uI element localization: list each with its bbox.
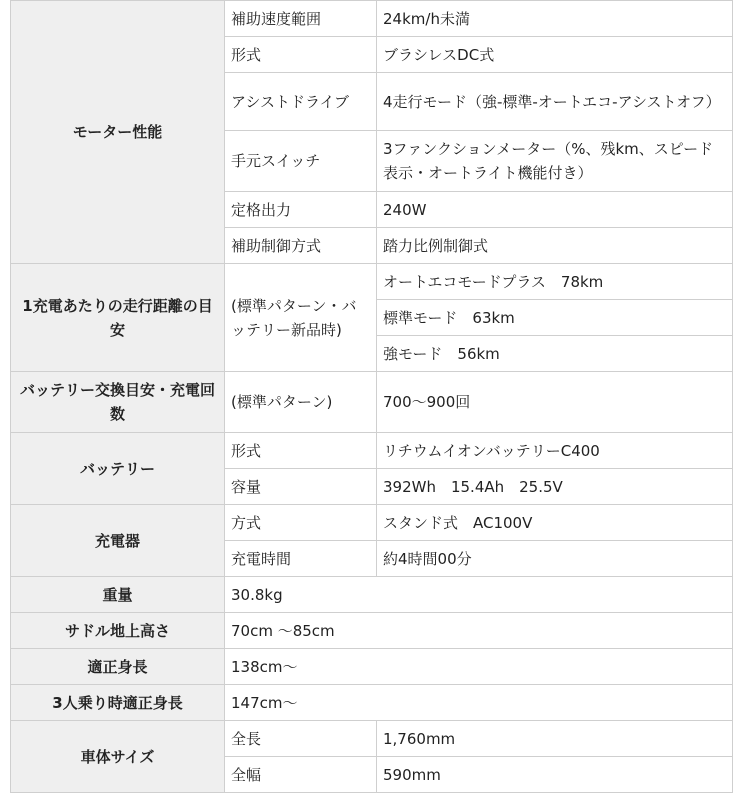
row-header-motor: モーター性能 [11, 1, 225, 264]
row-header-range: 1充電あたりの走行距離の目安 [11, 264, 225, 372]
table-row [11, 1, 733, 37]
cell-value: スタンド式 AC100V [377, 505, 733, 541]
cell-label: (標準パターン) [225, 372, 377, 433]
cell-label: 定格出力 [225, 192, 377, 228]
row-header-weight: 重量 [11, 577, 225, 613]
cell-value: 3ファンクションメーター（%、残km、スピード表示・オートライト機能付き） [377, 131, 733, 192]
cell-value: 147cm〜 [225, 685, 733, 721]
cell-label: 全長 [225, 721, 377, 757]
cell-value: リチウムイオンバッテリーC400 [377, 433, 733, 469]
cell-value: 24km/h未満 [377, 1, 733, 37]
table-row [11, 505, 733, 541]
cell-value: 標準モード 63km [377, 300, 733, 336]
table-row [11, 264, 733, 300]
cell-value: オートエコモードプラス 78km [377, 264, 733, 300]
cell-label: 方式 [225, 505, 377, 541]
cell-label: 手元スイッチ [225, 131, 377, 192]
row-header-body-size: 車体サイズ [11, 721, 225, 793]
table-row [11, 649, 733, 685]
cell-value: 392Wh 15.4Ah 25.5V [377, 469, 733, 505]
table-row [11, 685, 733, 721]
row-header-height-3-riders: 3人乗り時適正身長 [11, 685, 225, 721]
cell-value: 踏力比例制御式 [377, 228, 733, 264]
cell-label: (標準パターン・バッテリー新品時) [225, 264, 377, 372]
cell-label: 形式 [225, 37, 377, 73]
cell-label: 形式 [225, 433, 377, 469]
cell-value: 強モード 56km [377, 336, 733, 372]
row-header-height: 適正身長 [11, 649, 225, 685]
cell-label: 補助制御方式 [225, 228, 377, 264]
cell-value: 約4時間00分 [377, 541, 733, 577]
cell-value: 700〜900回 [377, 372, 733, 433]
cell-label: アシストドライブ [225, 73, 377, 131]
cell-value: 240W [377, 192, 733, 228]
cell-label: 全幅 [225, 757, 377, 793]
cell-label: 充電時間 [225, 541, 377, 577]
cell-value: 4走行モード（強-標準-オートエコ-アシストオフ） [377, 73, 733, 131]
table-row [11, 372, 733, 433]
row-header-charger: 充電器 [11, 505, 225, 577]
table-row [11, 433, 733, 469]
cell-label: 補助速度範囲 [225, 1, 377, 37]
table-row [11, 613, 733, 649]
cell-value: 1,760mm [377, 721, 733, 757]
cell-value: ブラシレスDC式 [377, 37, 733, 73]
row-header-battery: バッテリー [11, 433, 225, 505]
cell-value: 138cm〜 [225, 649, 733, 685]
cell-value: 590mm [377, 757, 733, 793]
table-row [11, 577, 733, 613]
cell-value: 30.8kg [225, 577, 733, 613]
spec-table [10, 0, 733, 793]
table-row [11, 721, 733, 757]
row-header-saddle: サドル地上高さ [11, 613, 225, 649]
row-header-battery-cycles: バッテリー交換目安・充電回数 [11, 372, 225, 433]
cell-value: 70cm 〜85cm [225, 613, 733, 649]
cell-label: 容量 [225, 469, 377, 505]
